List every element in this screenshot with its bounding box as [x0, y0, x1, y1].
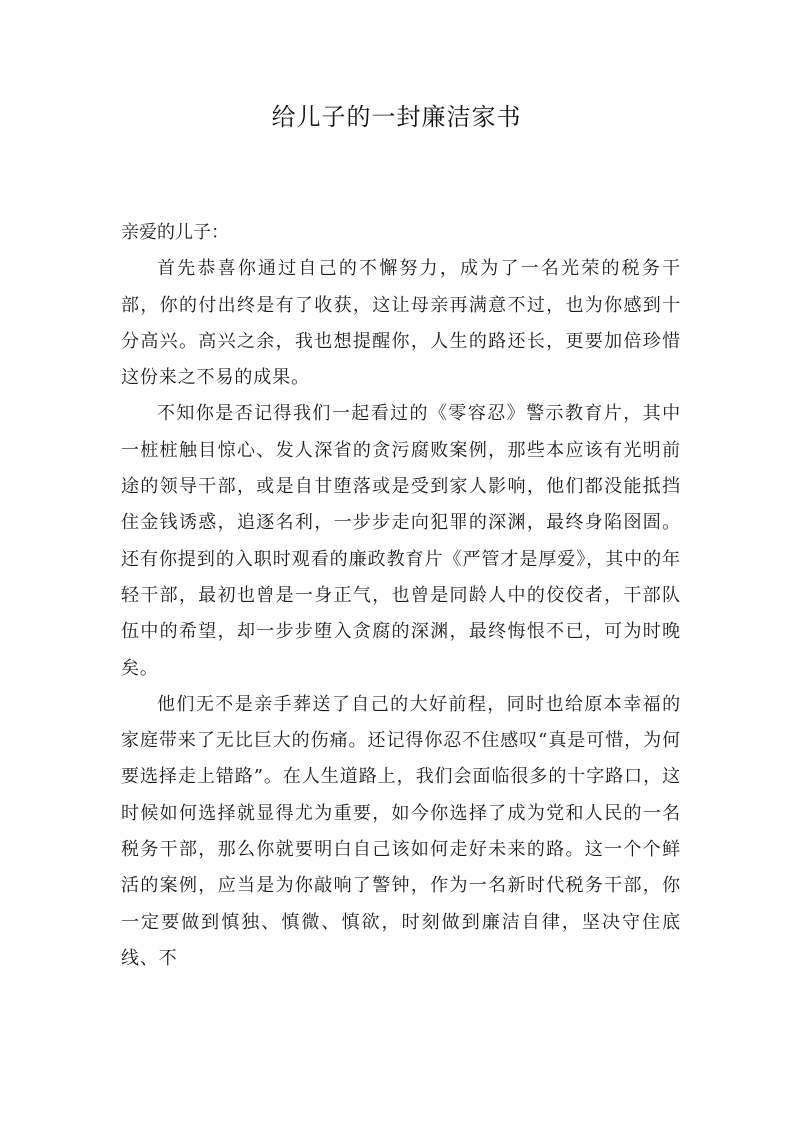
paragraph-3: 他们无不是亲手葬送了自己的大好前程，同时也给原本幸福的家庭带来了无比巨大的伤痛。还记得你忍不住感叹“真是可惜，为何要选择走上错路”。在人生道路上，我们会面临很多的十字路口，这时候如何选择就显得尤为重要，如今你选择了成为党和人民的一名税务干部，那么你就要明白自己该如何走好未来的路。这一个个鲜活的案例，应当是为你敲响了警钟，作为一名新时代税务干部，你一定要做到慎独、慎微、慎欲，时刻做到廉洁自律，坚决守住底线、不: [121, 693, 681, 969]
document-title: 给儿子的一封廉洁家书: [271, 103, 522, 131]
paragraph-1: 首先恭喜你通过自己的不懈努力，成为了一名光荣的税务干部，你的付出终是有了收获，这让母亲再满意不过，也为你感到十分高兴。高兴之余，我也想提醒你，人生的路还长，更要加倍珍惜这份来之不易的成果。: [121, 258, 681, 389]
paragraph-2: 不知你是否记得我们一起看过的《零容忍》警示教育片，其中一桩桩触目惊心、发人深省的贪污腐败案例，那些本应该有光明前途的领导干部，或是自甘堕落或是受到家人影响，他们都没能抵挡住金钱诱惑，追逐名利，一步步走向犯罪的深渊，最终身陷囹圄。还有你提到的入职时观看的廉政教育片《严管才是厚爱》，其中的年轻干部，最初也曾是一身正气，也曾是同龄人中的佼佼者，干部队伍中的希望，却一步步堕入贪腐的深渊，最终悔恨不已，可为时晚矣。: [121, 403, 681, 679]
letter-body: [121, 215, 681, 977]
salutation: 亲爱的儿子：: [121, 222, 229, 243]
